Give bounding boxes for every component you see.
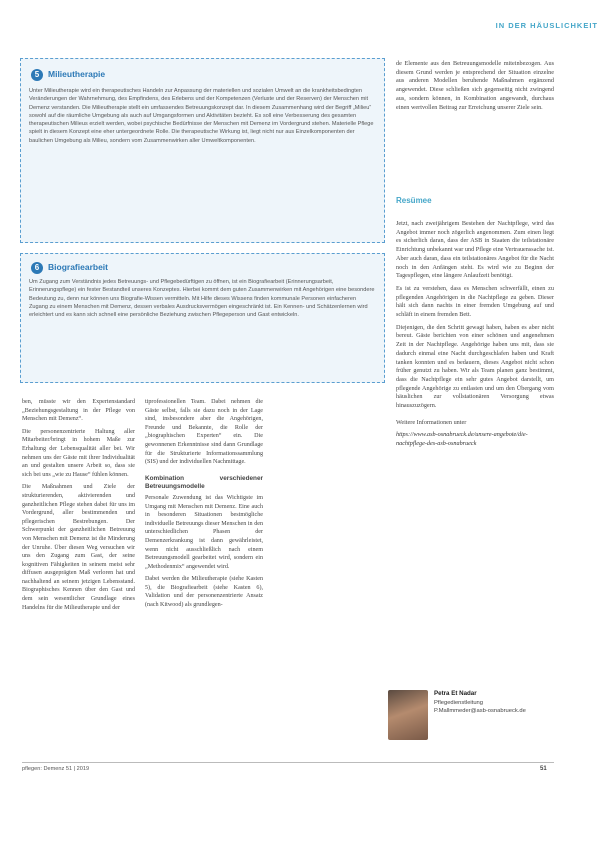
- paragraph: Jetzt, nach zweijährigem Bestehen der Nachtpflege, wird das Angebot immer noch zögerlich angenommen. Zum einen liegt es sicherlich daran, dass der ASB in Staaten die teilstationäre Einrichtung unbekannt war und Pflege eine Vertrauenssache ist. Aber auch daran, dass ein teilstationäres Angebot für die Nacht noch in den Anfängen steht. Es wird wie zu Beginn der Tagespflegen, eine längere Anlaufzeit benötigt.: [396, 220, 554, 280]
- paragraph: ben, müsste wir den Expertenstandard „Beziehungsgestaltung in der Pflege von Menschen mit Demenz“.: [22, 399, 135, 423]
- section-heading: Kombination verschiedener Betreuungsmodelle: [145, 474, 263, 491]
- box-title: Milieutherapie: [48, 69, 106, 79]
- author-role: Pflegedienstleitung: [434, 700, 483, 706]
- column-right: [396, 220, 554, 453]
- author-name: Petra Et Nadar: [434, 690, 477, 697]
- section-label: IN DER HÄUSLICHKEIT: [495, 21, 598, 30]
- box-title: Biografiearbeit: [48, 262, 108, 272]
- box-text: Unter Milieutherapie wird ein therapeutisches Handeln zur Anpassung der materiellen und sozialen Umwelt an die krankheitsbedingten Veränderungen der Wahrnehmung, des Empfindens, des Erlebens und der Kompetenzen (Verluste und der Reserven) der Menschen mit Demenz verstanden. Die Milieutherapie stellt ein umfassendes Betreuungskonzept dar. In diesem Zusammenhang wird der Begriff „Milieu“ sowohl auf die räumliche Umgebung als auch auf Umgangsformen und Aktivitäten bezieht. Es soll eine Verbesserung des gesamten therapeutischen Milieus erzielt werden, wobei psychische Bedürfnisse der Menschen mit Demenz im Vordergrund stehen. Materielle Pflege spielt in diesem Konzept eine eher untergeordnete Rolle. Die therapeutische Wirkung ist, liegt nicht nur aus Einzelkomponenten der baulichen Umgebung als Milieu, sondern vom Zusammenwirken aller Umweltkomponenten.: [29, 88, 374, 144]
- paragraph: Es ist zu verstehen, dass es Menschen schwerfällt, einen zu pflegenden Angehörigen in die Nachtpflege zu geben. Dieser hält sich dann nachts in einer fremden Umgebung auf und schläft in einem fremden Bett.: [396, 284, 554, 319]
- paragraph: de Elemente aus den Betreuungsmodelle miteinbezogen. Aus diesem Grund werden je entsprechend der Situation einzelne aus anderen Modellen beruhende Maßnahmen ergänzend angewendet. Diese schließen sich gegenseitig nicht zwingend aus, sondern können, in Kombination angewandt, durchaus einen wertvollen Beitrag zur Erreichung unserer Ziele sein.: [396, 60, 554, 111]
- info-link[interactable]: https://www.asb-osnabrueck.de/unsere-angebote/die-nachtpflege-des-asb-osnabrueck: [396, 431, 528, 448]
- paragraph: Personale Zuwendung ist das Wichtigste im Umgang mit Menschen mit Demenz. Eine auch in besonderen Situationen bestmögliche individuelle Betreuungs dieser Menschen in den unterschiedlichen Phasen der Demenzerkrankung ist dann gewährleistet, wenn nicht ausschließlich nach einem Betreuungsmodell gearbeitet wird, sondern ein „Methodenmix“ angewendet wird.: [145, 494, 263, 570]
- paragraph: Diejenigen, die den Schritt gewagt haben, haben es aber nicht bereut. Gäste berichten von einer schönen und angenehmen Zeit in der Nachtpflege. Angehörige haben uns mit, dass sie dadurch einmal eine Nacht durchgeschlafen haben und Kraft tanken konnten und es bedauern, dieses Angebot nicht schon früher genutzt zu haben. Wir als Team planen ganz bestimmt, dass die Nachtpflege ein sehr gutes Angebot darstellt, um pflegende Angehörige zu entlasten und um den Übergang vom häuslichen zur vollstationären Versorgung etwas hinauszuzögern.: [396, 323, 554, 410]
- paragraph: tiprofessionellen Team. Dabei nehmen die Gäste selbst, falls sie dazu noch in der Lage sind, insbesondere aber die Angehörigen, Freunde und Bekannte, die Rolle der „biographischen Experten“ ein. Die gewonnenen Erkenntnisse sind dann Grundlage für die Strukturierte Informationssammlung (SIS) und der individuellen Nachmittage.: [145, 399, 263, 466]
- paragraph: Dabei werden die Milieutherapie (siehe Kasten 5), die Biografiearbeit (siehe Kasten 6), Validation und der personenzentrierte Ansatz (nach Kitwood) als grundlegen-: [145, 576, 263, 609]
- author-photo: [388, 690, 428, 740]
- column-middle: [145, 398, 263, 614]
- page-number: 51: [540, 766, 547, 772]
- info-label: Weitere Informationen unter: [396, 418, 467, 426]
- box-number-icon: 5: [31, 69, 43, 81]
- box-text: Um Zugang zum Verständnis jedes Betreuungs- und Pflegebedürftigen zu öffnen, ist ein Biografiearbeit (Erinnerungsarbeit, Erinnerungspflege) ein fester Bestandteil unseres Konzeptes. Hierbei kommt dem guten Zusammenwirken mit Angehörigen eine besondere Bedeutung zu, denn nur können uns Biografie-Wissen vermitteln. Mit Hilfe dieses Wissens finden kommunale Personen einfacheren Zugang zu einem Menschen mit Demenz, dessen verbales Ausdrucksvermögen eingeschränkt ist. Ein Kennen- und Schätzenlernen wird erleichtert und es kann sich schnell eine persönliche Beziehung zwischen Pflegeperson und Gast entwickeln.: [29, 279, 375, 319]
- box-number-icon: 6: [31, 262, 43, 274]
- footer-divider: [22, 762, 554, 763]
- info-box-biografiearbeit: [20, 253, 385, 383]
- info-box-milieutherapie: [20, 58, 385, 243]
- paragraph: Die Maßnahmen und Ziele der strukturierenden, aktivierenden und ganzheitlichen Pflege stehen dabei für uns im Vordergrund, aller bestimmenden und pflegerischen Bestrebungen. Der Schwerpunkt der ganzheitlichen Betreuung von Menschen mit Demenz ist die Minderung der Unruhe. Über diesen Weg versuchen wir uns den Zugang zum Gast, der seine kognitiven Fähigkeiten in seinem meist sehr diffusen ausgeprägten Maß verloren hat und nachhaltend an seinem jetzigen Lebensstand. Biographisches Kennen über den Gast und dem sein wesentlicher Grundlage eines Handelns für die Milieutherapie und der: [22, 484, 135, 611]
- column-right-top: [396, 60, 554, 116]
- author-email[interactable]: P.Mallmmeder@asb-osnabrueck.de: [434, 708, 526, 714]
- column-left: [22, 398, 135, 616]
- paragraph: Die personenzentrierte Haltung aller Mitarbeiter/bringt in hohem Maße zur Erhaltung der Lebensqualität aller bei. Wir nehmen uns der Gäste mit ihrer Individualität an und gestalten unsere Arbeit so, dass sie sich bei uns „wie zu Hause“ fühlen können.: [22, 428, 135, 478]
- resumee-heading: Resümee: [396, 196, 432, 205]
- footer-journal: pflegen: Demenz 51 | 2019: [22, 766, 90, 772]
- author-block: [388, 684, 558, 752]
